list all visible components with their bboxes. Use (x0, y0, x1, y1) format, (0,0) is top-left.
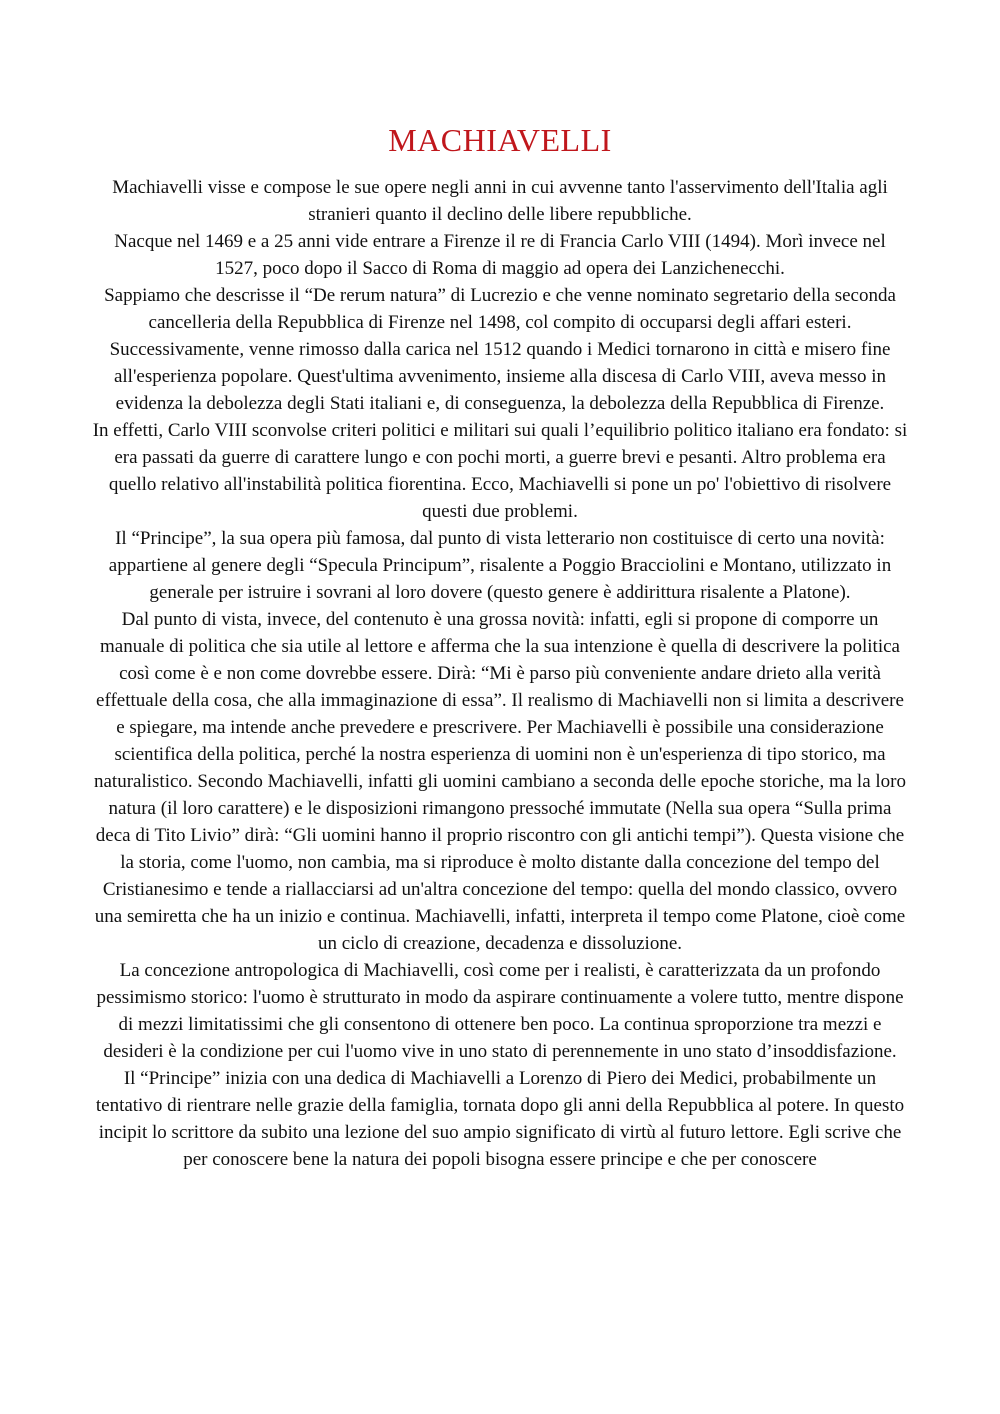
paragraph-9: Il “Principe” inizia con una dedica di Machiavelli a Lorenzo di Piero dei Medici, probabilmente un tentativo di rientrare nelle grazie della famiglia, tornata dopo gli anni della Repubblica al potere. In questo incipit lo scrittore da subito una lezione del suo ampio significato di virtù al futuro lettore. Egli scrive che per conoscere bene la natura dei popoli bisogna essere principe e che per conoscere (95, 1068, 905, 1170)
paragraph-7: Dal punto di vista, invece, del contenuto è una grossa novità: infatti, egli si propone di comporre un manuale di politica che sia utile al lettore e afferma che la sua intenzione è quella di descrivere la politica così come è e non come dovrebbe essere. Dirà: “Mi è parso più conveniente andare drieto alla verità effettuale della cosa, che alla immaginazione di essa”. Il realismo di Machiavelli non si limita a descrivere e spiegare, ma intende anche prevedere e prescrivere. Per Machiavelli è possibile una considerazione scientifica della politica, perché la nostra esperienza di uomini non è un'esperienza di tipo storico, ma naturalistico. Secondo Machiavelli, infatti gli uomini cambiano a seconda delle epoche storiche, ma la loro natura (il loro carattere) e le disposizioni rimangono pressoché immutate (Nella sua opera “Sulla prima deca di Tito Livio” dirà: “Gli uomini hanno il proprio riscontro con gli antichi tempi”). Questa visione che la storia, come l'uomo, non cambia, ma si riproduce è molto distante dalla concezione del tempo del Cristianesimo e tende a riallacciarsi ad un'altra concezione del tempo: quella del mondo classico, ovvero una semiretta che ha un inizio e continua. Machiavelli, infatti, interpreta il tempo come Platone, cioè come un ciclo di creazione, decadenza e dissoluzione. (94, 609, 906, 954)
paragraph-3: Sappiamo che descrisse il “De rerum natura” di Lucrezio e che venne nominato segretario della seconda cancelleria della Repubblica di Firenze nel 1498, col compito di occuparsi degli affari esteri. (104, 285, 896, 333)
paragraph-6: Il “Principe”, la sua opera più famosa, dal punto di vista letterario non costituisce di certo una novità: appartiene al genere degli “Specula Principum”, risalente a Poggio Bracciolini e Montano, utilizzato in generale per istruire i sovrani al loro dovere (questo genere è addirittura risalente a Platone). (108, 528, 892, 603)
paragraph-2: Nacque nel 1469 e a 25 anni vide entrare a Firenze il re di Francia Carlo VIII (1494). Morì invece nel 1527, poco dopo il Sacco di Roma di maggio ad opera dei Lanzichenecchi. (114, 231, 886, 279)
paragraph-8: La concezione antropologica di Machiavelli, così come per i realisti, è caratterizzata da un profondo pessimismo storico: l'uomo è strutturato in modo da aspirare continuamente a volere tutto, mentre dispone di mezzi limitatissimi che gli consentono di ottenere ben poco. La continua sproporzione tra mezzi e desideri è la condizione per cui l'uomo vive in uno stato di perennemente in uno stato d’insoddisfazione. (96, 960, 904, 1062)
document-page (92, 120, 908, 1173)
paragraph-4: Successivamente, venne rimosso dalla carica nel 1512 quando i Medici tornarono in città e misero fine all'esperienza popolare. Quest'ultima avvenimento, insieme alla discesa di Carlo VIII, aveva messo in evidenza la debolezza degli Stati italiani e, di conseguenza, la debolezza della Repubblica di Firenze. (109, 339, 891, 414)
paragraph-5: In effetti, Carlo VIII sconvolse criteri politici e militari sui quali l’equilibrio politico italiano era fondato: si era passati da guerre di carattere lungo e con pochi morti, a guerre brevi e pesanti. Altro problema era quello relativo all'instabilità politica fiorentina. Ecco, Machiavelli si pone un po' l'obiettivo di risolvere questi due problemi. (92, 420, 908, 522)
paragraph-1: Machiavelli visse e compose le sue opere negli anni in cui avvenne tanto l'asservimento dell'Italia agli stranieri quanto il declino delle libere repubbliche. (112, 177, 888, 225)
document-title: MACHIAVELLI (388, 122, 612, 158)
